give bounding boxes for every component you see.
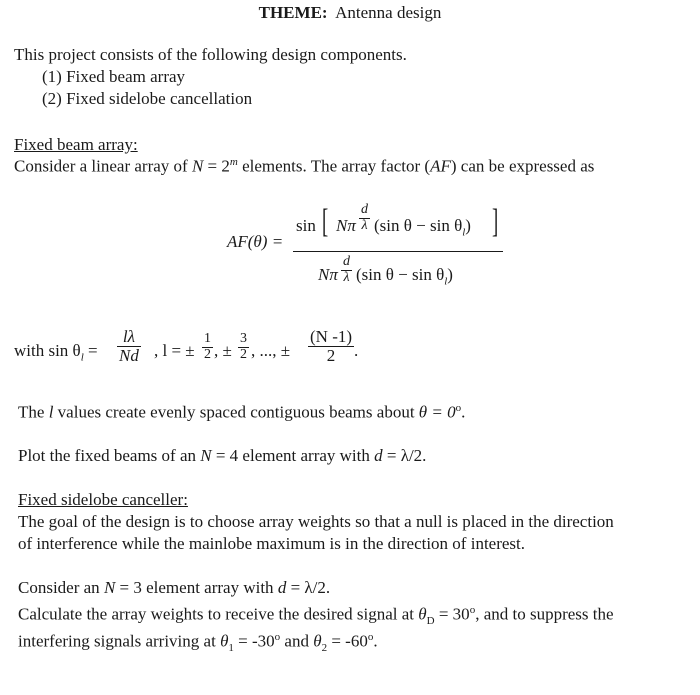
with-period: . — [354, 341, 359, 360]
fixed-beam-heading: Fixed beam array: — [14, 135, 138, 154]
intro-item-2: (2) Fixed sidelobe cancellation — [42, 89, 253, 108]
formula-bracket-close: ] — [492, 203, 499, 240]
interf-e: . — [373, 631, 378, 651]
with-frac — [117, 328, 141, 365]
intro-item-1: (1) Fixed beam array — [42, 67, 186, 86]
formula-num-lambda: λ — [359, 218, 370, 234]
interf-deg2: o — [367, 631, 374, 643]
pm-1: , ± — [214, 341, 232, 360]
consider-prefix: Consider a linear array of — [14, 156, 188, 176]
frac-1-2 — [202, 332, 213, 362]
l-values-a: The — [18, 402, 45, 422]
frac-1-num: 1 — [204, 331, 211, 346]
formula-den-Npi: Nπ — [318, 265, 338, 284]
consider-N3-d: d — [277, 578, 287, 597]
consider-N3-line — [18, 578, 330, 598]
formula-num-d: d — [361, 202, 368, 217]
formula-den-paren-text: (sin θ − sin θ — [356, 265, 445, 284]
consider-N3-a: Consider an — [18, 578, 100, 597]
frac-3-den: 2 — [326, 345, 336, 365]
consider-AF: AF — [430, 156, 451, 176]
interf-theta1: θ — [220, 631, 229, 651]
formula-den-d: d — [343, 254, 350, 269]
consider-N3-N: N — [103, 578, 116, 597]
plot-a: Plot the fixed beams of an — [18, 446, 196, 465]
formula-lhs-text: AF(θ) = — [227, 232, 284, 251]
interf-deg1: o — [274, 631, 281, 643]
formula-num-paren-text: (sin θ − sin θ — [374, 216, 463, 235]
frac-2-den: 2 — [240, 346, 247, 362]
consider-line — [14, 156, 594, 177]
formula-den-close: ) — [447, 265, 453, 284]
l-values-b: values create evenly spaced contiguous beams about — [57, 402, 415, 422]
interf-theta2: θ — [313, 631, 322, 651]
calc-sub: D — [426, 615, 435, 628]
page-title — [0, 3, 700, 23]
title-label: THEME: — [258, 3, 328, 22]
formula-den-sub: l — [444, 275, 448, 288]
l-values-l: l — [48, 402, 54, 422]
frac-1-den: 2 — [204, 346, 211, 362]
formula-bracket-open: [ — [322, 203, 329, 240]
with-frac-num: lλ — [117, 328, 141, 347]
consider-N: N — [191, 156, 204, 176]
interf-sub1: 1 — [228, 642, 234, 655]
intro-line: This project consists of the following design components. — [14, 45, 407, 64]
formula-num-d-lambda — [359, 203, 370, 233]
theta-zero-deg: o — [455, 402, 462, 414]
formula-num-close: ) — [465, 216, 471, 235]
plot-line — [18, 446, 426, 466]
consider-exp: m — [229, 156, 238, 168]
frac-3-2 — [238, 332, 249, 362]
calc-a: Calculate the array weights to receive the desired signal at — [18, 604, 415, 624]
with-frac-den: Nd — [119, 345, 139, 365]
plot-b: = 4 element array with — [215, 446, 370, 465]
calc-line — [18, 604, 614, 627]
title-topic: Antenna design — [335, 3, 442, 22]
with-sin — [14, 341, 98, 363]
formula-den-paren — [356, 265, 453, 287]
consider-end: ) can be expressed as — [450, 156, 595, 176]
frac-2-num: 3 — [240, 331, 247, 346]
interf-c: and — [284, 631, 309, 651]
plot-N: N — [200, 446, 212, 465]
with-sin-text: with sin θ — [14, 341, 81, 360]
sidelobe-heading: Fixed sidelobe canceller: — [18, 490, 188, 509]
formula-num-sub: l — [462, 226, 466, 239]
consider-eq: = 2 — [207, 156, 230, 176]
interf-b: = -30 — [238, 631, 275, 651]
formula-fraction-bar — [293, 251, 503, 252]
calc-c: , and to suppress the — [475, 604, 614, 624]
formula-num-sin: sin — [296, 216, 316, 235]
frac-3-num: (N -1) — [310, 327, 353, 346]
frac-N-2 — [308, 328, 354, 365]
theta-zero: θ = 0 — [418, 402, 456, 422]
interf-line — [18, 631, 378, 654]
formula-num-Npi: Nπ — [336, 216, 356, 235]
consider-suffix: elements. The array factor ( — [242, 156, 431, 176]
calc-deg: o — [469, 604, 476, 616]
dots: , ..., ± — [251, 341, 291, 360]
formula-den-lambda: λ — [341, 270, 352, 286]
interf-d: = -60 — [331, 631, 368, 651]
goal-line-2: of interference while the mainlobe maximum is in the direction of interest. — [18, 534, 526, 553]
formula-den-d-lambda — [341, 255, 352, 285]
with-eq: = — [88, 341, 98, 360]
calc-b: = 30 — [438, 604, 470, 624]
formula-lhs — [227, 232, 283, 252]
l-eq-text: , l = ± — [154, 341, 195, 360]
l-eq — [154, 341, 195, 361]
calc-theta: θ — [418, 604, 427, 624]
interf-a: interfering signals arriving at — [18, 631, 216, 651]
consider-N3-c: = λ/2. — [290, 578, 331, 597]
goal-line-1: The goal of the design is to choose array weights so that a null is placed in the direction — [18, 512, 614, 531]
plot-c: = λ/2. — [386, 446, 427, 465]
with-sub: l — [80, 351, 84, 364]
formula-num-paren — [374, 216, 471, 238]
l-values-line: The l values create evenly spaced contiguous beams about $\theta = 0^o$. — [18, 402, 466, 422]
interf-sub2: 2 — [321, 642, 328, 655]
consider-N3-b: = 3 element array with — [119, 578, 274, 597]
plot-d: d — [374, 446, 383, 465]
